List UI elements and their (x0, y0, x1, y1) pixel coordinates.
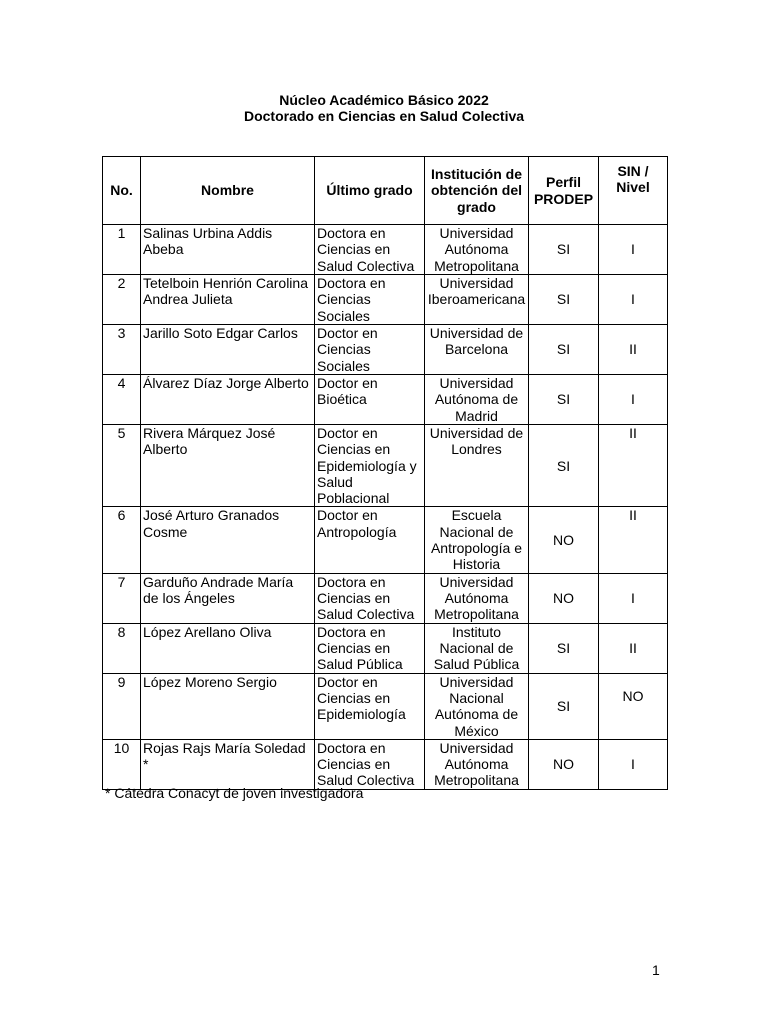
cell-perfil-prodep: NO (529, 739, 599, 789)
cell-nombre: Álvarez Díaz Jorge Alberto (141, 375, 315, 425)
cell-ultimo-grado: Doctora en Ciencias en Salud Colectiva (315, 573, 425, 623)
table-row (103, 425, 668, 507)
cell-nombre: Rojas Rajs María Soledad * (141, 739, 315, 789)
cell-nombre: José Arturo Granados Cosme (141, 507, 315, 573)
header-no: No. (103, 157, 141, 225)
cell-no: 3 (103, 325, 141, 375)
cell-sin-nivel: II (599, 623, 668, 673)
table-row (103, 673, 668, 739)
cell-ultimo-grado: Doctor en Antropología (315, 507, 425, 573)
header-row (103, 157, 668, 225)
table-row (103, 507, 668, 573)
header-nombre: Nombre (141, 157, 315, 225)
cell-nombre: Tetelboin Henrión Carolina Andrea Julieta (141, 275, 315, 325)
cell-perfil-prodep: SI (529, 623, 599, 673)
table-row (103, 739, 668, 789)
cell-institucion: Universidad Nacional Autónoma de México (425, 673, 529, 739)
cell-ultimo-grado: Doctora en Ciencias en Salud Colectiva (315, 739, 425, 789)
cell-ultimo-grado: Doctora en Ciencias en Salud Colectiva (315, 225, 425, 275)
cell-ultimo-grado: Doctor en Bioética (315, 375, 425, 425)
cell-no: 6 (103, 507, 141, 573)
cell-ultimo-grado: Doctor en Ciencias Sociales (315, 325, 425, 375)
cell-institucion: Universidad Autónoma de Madrid (425, 375, 529, 425)
cell-nombre: López Arellano Oliva (141, 623, 315, 673)
cell-ultimo-grado: Doctor en Ciencias en Epidemiología (315, 673, 425, 739)
cell-nombre: López Moreno Sergio (141, 673, 315, 739)
cell-sin-nivel: II (599, 507, 668, 573)
cell-perfil-prodep: SI (529, 225, 599, 275)
cell-sin-nivel: I (599, 375, 668, 425)
table-row (103, 275, 668, 325)
page-number: 1 (652, 962, 660, 978)
document-title: Núcleo Académico Básico 2022 (279, 92, 489, 108)
cell-perfil-prodep: SI (529, 375, 599, 425)
cell-institucion: Instituto Nacional de Salud Pública (425, 623, 529, 673)
table-row (103, 225, 668, 275)
cell-perfil-prodep: NO (529, 507, 599, 573)
cell-ultimo-grado: Doctora en Ciencias Sociales (315, 275, 425, 325)
cell-sin-nivel: NO (599, 673, 668, 739)
cell-no: 1 (103, 225, 141, 275)
cell-no: 5 (103, 425, 141, 507)
faculty-table (102, 156, 668, 790)
cell-institucion: Universidad Autónoma Metropolitana (425, 225, 529, 275)
cell-no: 9 (103, 673, 141, 739)
cell-sin-nivel: I (599, 275, 668, 325)
cell-sin-nivel: II (599, 425, 668, 507)
cell-perfil-prodep: NO (529, 573, 599, 623)
cell-institucion: Universidad de Londres (425, 425, 529, 507)
header-ultimo-grado: Último grado (315, 157, 425, 225)
cell-perfil-prodep: SI (529, 275, 599, 325)
document-subtitle: Doctorado en Ciencias en Salud Colectiva (243, 108, 525, 124)
cell-ultimo-grado: Doctora en Ciencias en Salud Pública (315, 623, 425, 673)
cell-institucion: Universidad Autónoma Metropolitana (425, 573, 529, 623)
cell-nombre: Garduño Andrade María de los Ángeles (141, 573, 315, 623)
table-row (103, 573, 668, 623)
cell-nombre: Rivera Márquez José Alberto (141, 425, 315, 507)
cell-nombre: Salinas Urbina Addis Abeba (141, 225, 315, 275)
cell-sin-nivel: II (599, 325, 668, 375)
table-row (103, 375, 668, 425)
header-institucion: Institución de obtención del grado (425, 157, 529, 225)
cell-sin-nivel: I (599, 573, 668, 623)
cell-perfil-prodep: SI (529, 425, 599, 507)
cell-institucion: Universidad Autónoma Metropolitana (425, 739, 529, 789)
header-perfil-prodep: Perfil PRODEP (529, 157, 599, 225)
cell-perfil-prodep: SI (529, 673, 599, 739)
cell-no: 2 (103, 275, 141, 325)
cell-sin-nivel: I (599, 739, 668, 789)
cell-no: 10 (103, 739, 141, 789)
header-sin-nivel: SIN / Nivel (599, 157, 668, 225)
cell-no: 8 (103, 623, 141, 673)
cell-institucion: Universidad de Barcelona (425, 325, 529, 375)
cell-institucion: Universidad Iberoamericana (425, 275, 529, 325)
table-row (103, 623, 668, 673)
cell-perfil-prodep: SI (529, 325, 599, 375)
cell-no: 7 (103, 573, 141, 623)
cell-institucion: Escuela Nacional de Antropología e Historia (425, 507, 529, 573)
cell-nombre: Jarillo Soto Edgar Carlos (141, 325, 315, 375)
table-row (103, 325, 668, 375)
cell-no: 4 (103, 375, 141, 425)
cell-sin-nivel: I (599, 225, 668, 275)
cell-ultimo-grado: Doctor en Ciencias en Epidemiología y Salud Poblacional (315, 425, 425, 507)
footnote: * Cátedra Conacyt de joven investigadora (105, 785, 364, 801)
